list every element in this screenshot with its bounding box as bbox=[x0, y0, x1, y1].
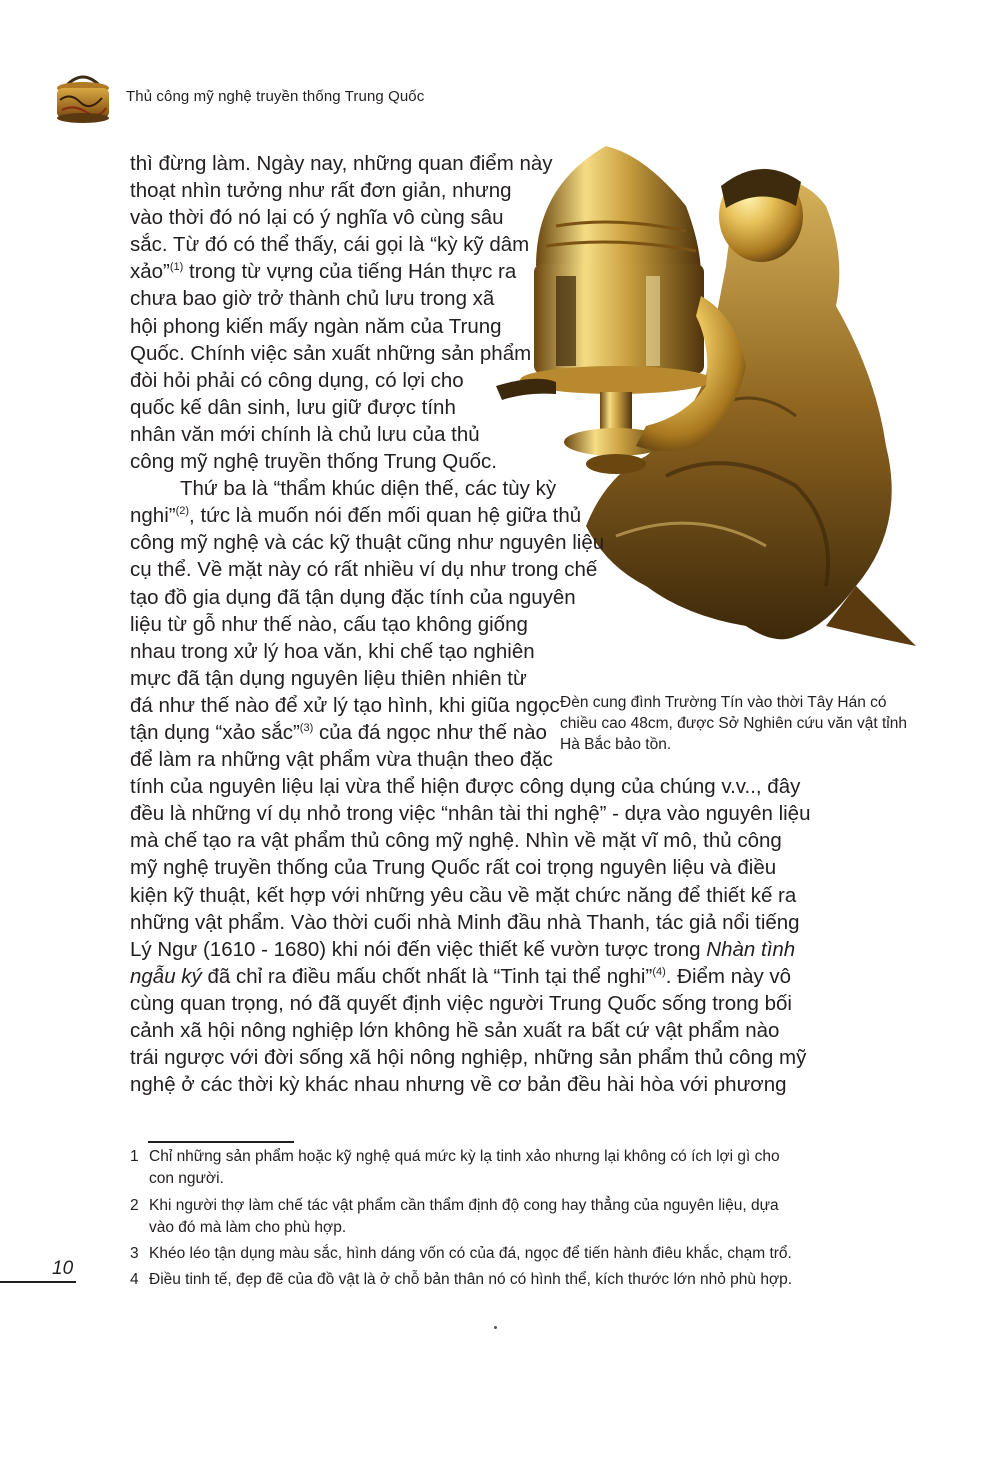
running-header-title: Thủ công mỹ nghệ truyền thống Trung Quốc bbox=[126, 88, 425, 105]
text-line: kiện kỹ thuật, kết hợp với những yêu cầu về mặt chức năng để thiết kế ra bbox=[130, 883, 797, 907]
text-line bbox=[130, 963, 792, 990]
text-segment: trong từ vựng của tiếng Hán thực ra bbox=[183, 260, 517, 284]
print-speck bbox=[494, 1326, 497, 1329]
text-line: đá như thế nào để xử lý tạo hình, khi giũa ngọc bbox=[130, 693, 560, 717]
text-line: mà chế tạo ra vật phẩm thủ công mỹ nghệ. Nhìn về mặt vĩ mô, thủ công bbox=[130, 829, 782, 853]
footnote-ref: (2) bbox=[175, 505, 190, 518]
text-line: đều là những ví dụ nhỏ trong việc “nhân tài thi nghệ” - dựa vào nguyên liệu bbox=[130, 802, 811, 826]
text-line: vào thời đó nó lại có ý nghĩa vô cùng sâu bbox=[130, 206, 504, 230]
book-title: ngẫu ký bbox=[130, 964, 202, 988]
text-line bbox=[130, 719, 792, 746]
footnote bbox=[130, 1243, 800, 1265]
text-line: tạo đồ gia dụng đã tận dụng đặc tính của nguyên bbox=[130, 585, 576, 609]
text-line: nghệ ở các thời kỳ khác nhau nhưng về cơ bản đều hài hòa với phương bbox=[130, 1073, 787, 1097]
header-logo bbox=[50, 66, 116, 128]
text-segment: Lý Ngư (1610 - 1680) khi nói đến việc thiết kế vườn tược trong bbox=[130, 937, 707, 961]
page-number: 10 bbox=[52, 1258, 74, 1279]
text-line bbox=[130, 502, 792, 529]
text-line: cùng quan trọng, nó đã quyết định việc người Trung Quốc sống trong bối bbox=[130, 991, 792, 1015]
text-line: Quốc. Chính việc sản xuất những sản phẩm bbox=[130, 341, 532, 365]
text-line: những vật phẩm. Vào thời cuối nhà Minh đầu nhà Thanh, tác giả nổi tiếng bbox=[130, 910, 800, 934]
footnote-number: 1 bbox=[130, 1148, 139, 1165]
text-line: cụ thể. Về mặt này có rất nhiều ví dụ như trong chế bbox=[130, 558, 598, 582]
figure-caption: Đèn cung đình Trường Tín vào thời Tây Hán có chiều cao 48cm, được Sở Nghiên cứu văn vật tỉnh Hà Bắc bảo tồn. bbox=[560, 694, 907, 753]
text-segment: xảo” bbox=[130, 260, 170, 284]
text-line: nhau trong xử lý hoa văn, khi chế tạo nghiên bbox=[130, 639, 535, 663]
text-segment: , tức là muốn nói đến mối quan hệ giữa thủ bbox=[189, 504, 582, 528]
paragraph bbox=[130, 475, 811, 1098]
text-segment: của đá ngọc như thế nào bbox=[313, 720, 547, 744]
footnote-ref: (3) bbox=[299, 722, 314, 735]
footnotes bbox=[130, 1146, 800, 1296]
text-line: trái ngược với đời sống xã hội nông nghiệp, những sản phẩm thủ công mỹ bbox=[130, 1046, 807, 1070]
text-line: hội phong kiến mấy ngàn năm của Trung bbox=[130, 314, 502, 338]
footnote-text: Khéo léo tận dụng màu sắc, hình dáng vốn có của đá, ngọc để tiến hành điêu khắc, chạm trổ. bbox=[149, 1245, 792, 1263]
text-segment: đã chỉ ra điều mấu chốt nhất là “Tinh tại thể nghi” bbox=[201, 964, 653, 988]
text-line: thì đừng làm. Ngày nay, những quan điểm này bbox=[130, 152, 553, 175]
footnote-text: Chỉ những sản phẩm hoặc kỹ nghệ quá mức kỳ lạ tinh xảo nhưng lại không có ích lợi gì cho con người. bbox=[149, 1148, 780, 1188]
text-line: công mỹ nghệ truyền thống Trung Quốc. bbox=[130, 450, 497, 474]
body-text bbox=[130, 150, 811, 1098]
text-line: liệu từ gỗ như thế nào, cấu tạo không giống bbox=[130, 612, 528, 636]
footnote bbox=[130, 1269, 800, 1291]
text-line: quốc kế dân sinh, lưu giữ được tính bbox=[130, 395, 456, 419]
text-line: Thứ ba là “thẩm khúc diện thế, các tùy kỳ bbox=[180, 477, 557, 501]
footnote bbox=[130, 1146, 800, 1191]
text-line: sắc. Từ đó có thể thấy, cái gọi là “kỳ kỹ dâm bbox=[130, 233, 530, 257]
ornate-box-icon bbox=[50, 66, 116, 128]
text-segment: tận dụng “xảo sắc” bbox=[130, 720, 300, 744]
footnote-number: 2 bbox=[130, 1196, 139, 1214]
paragraph bbox=[130, 150, 792, 475]
book-title: Nhàn tình bbox=[706, 937, 796, 961]
text-line bbox=[130, 258, 792, 285]
text-line: nhân văn mới chính là chủ lưu của thủ bbox=[130, 422, 480, 446]
text-line: tính của nguyên liệu lại vừa thể hiện được công dụng của chúng v.v.., đây bbox=[130, 775, 801, 799]
text-line: mực đã tận dụng nguyên liệu thiên nhiên từ bbox=[130, 666, 527, 690]
text-line: công mỹ nghệ và các kỹ thuật cũng như nguyên liệu bbox=[130, 531, 605, 555]
text-line: chưa bao giờ trở thành chủ lưu trong xã bbox=[130, 287, 495, 311]
text-line: để làm ra những vật phẩm vừa thuận theo đặc bbox=[130, 748, 553, 772]
footnote bbox=[130, 1195, 800, 1240]
footnote-text: Khi người thợ làm chế tác vật phẩm cần thẩm định độ cong hay thẳng của nguyên liệu, dựa vào đó mà làm cho phù hợp. bbox=[149, 1196, 779, 1236]
footnote-ref: (1) bbox=[169, 261, 184, 274]
page-number-rule bbox=[0, 1281, 76, 1283]
text-line: cảnh xã hội nông nghiệp lớn không hề sản xuất ra bất cứ vật phẩm nào bbox=[130, 1019, 780, 1042]
text-segment: . Điểm này vô bbox=[665, 964, 792, 988]
footnote-number: 3 bbox=[130, 1245, 139, 1263]
footnote-divider bbox=[148, 1141, 294, 1143]
footnote-ref: (4) bbox=[652, 965, 666, 978]
text-line: mỹ nghệ truyền thống của Trung Quốc rất coi trọng nguyên liệu và điều bbox=[130, 856, 777, 880]
footnote-number: 4 bbox=[130, 1271, 139, 1289]
text-line: đòi hỏi phải có công dụng, có lợi cho bbox=[130, 368, 464, 392]
text-line bbox=[130, 936, 796, 963]
footnote-text: Điều tinh tế, đẹp đẽ của đồ vật là ở chỗ bản thân nó có hình thể, kích thước lớn nhỏ phù hợp. bbox=[149, 1271, 793, 1289]
text-segment: nghi” bbox=[130, 504, 176, 528]
text-line: thoạt nhìn tưởng như rất đơn giản, nhưng bbox=[130, 179, 512, 203]
